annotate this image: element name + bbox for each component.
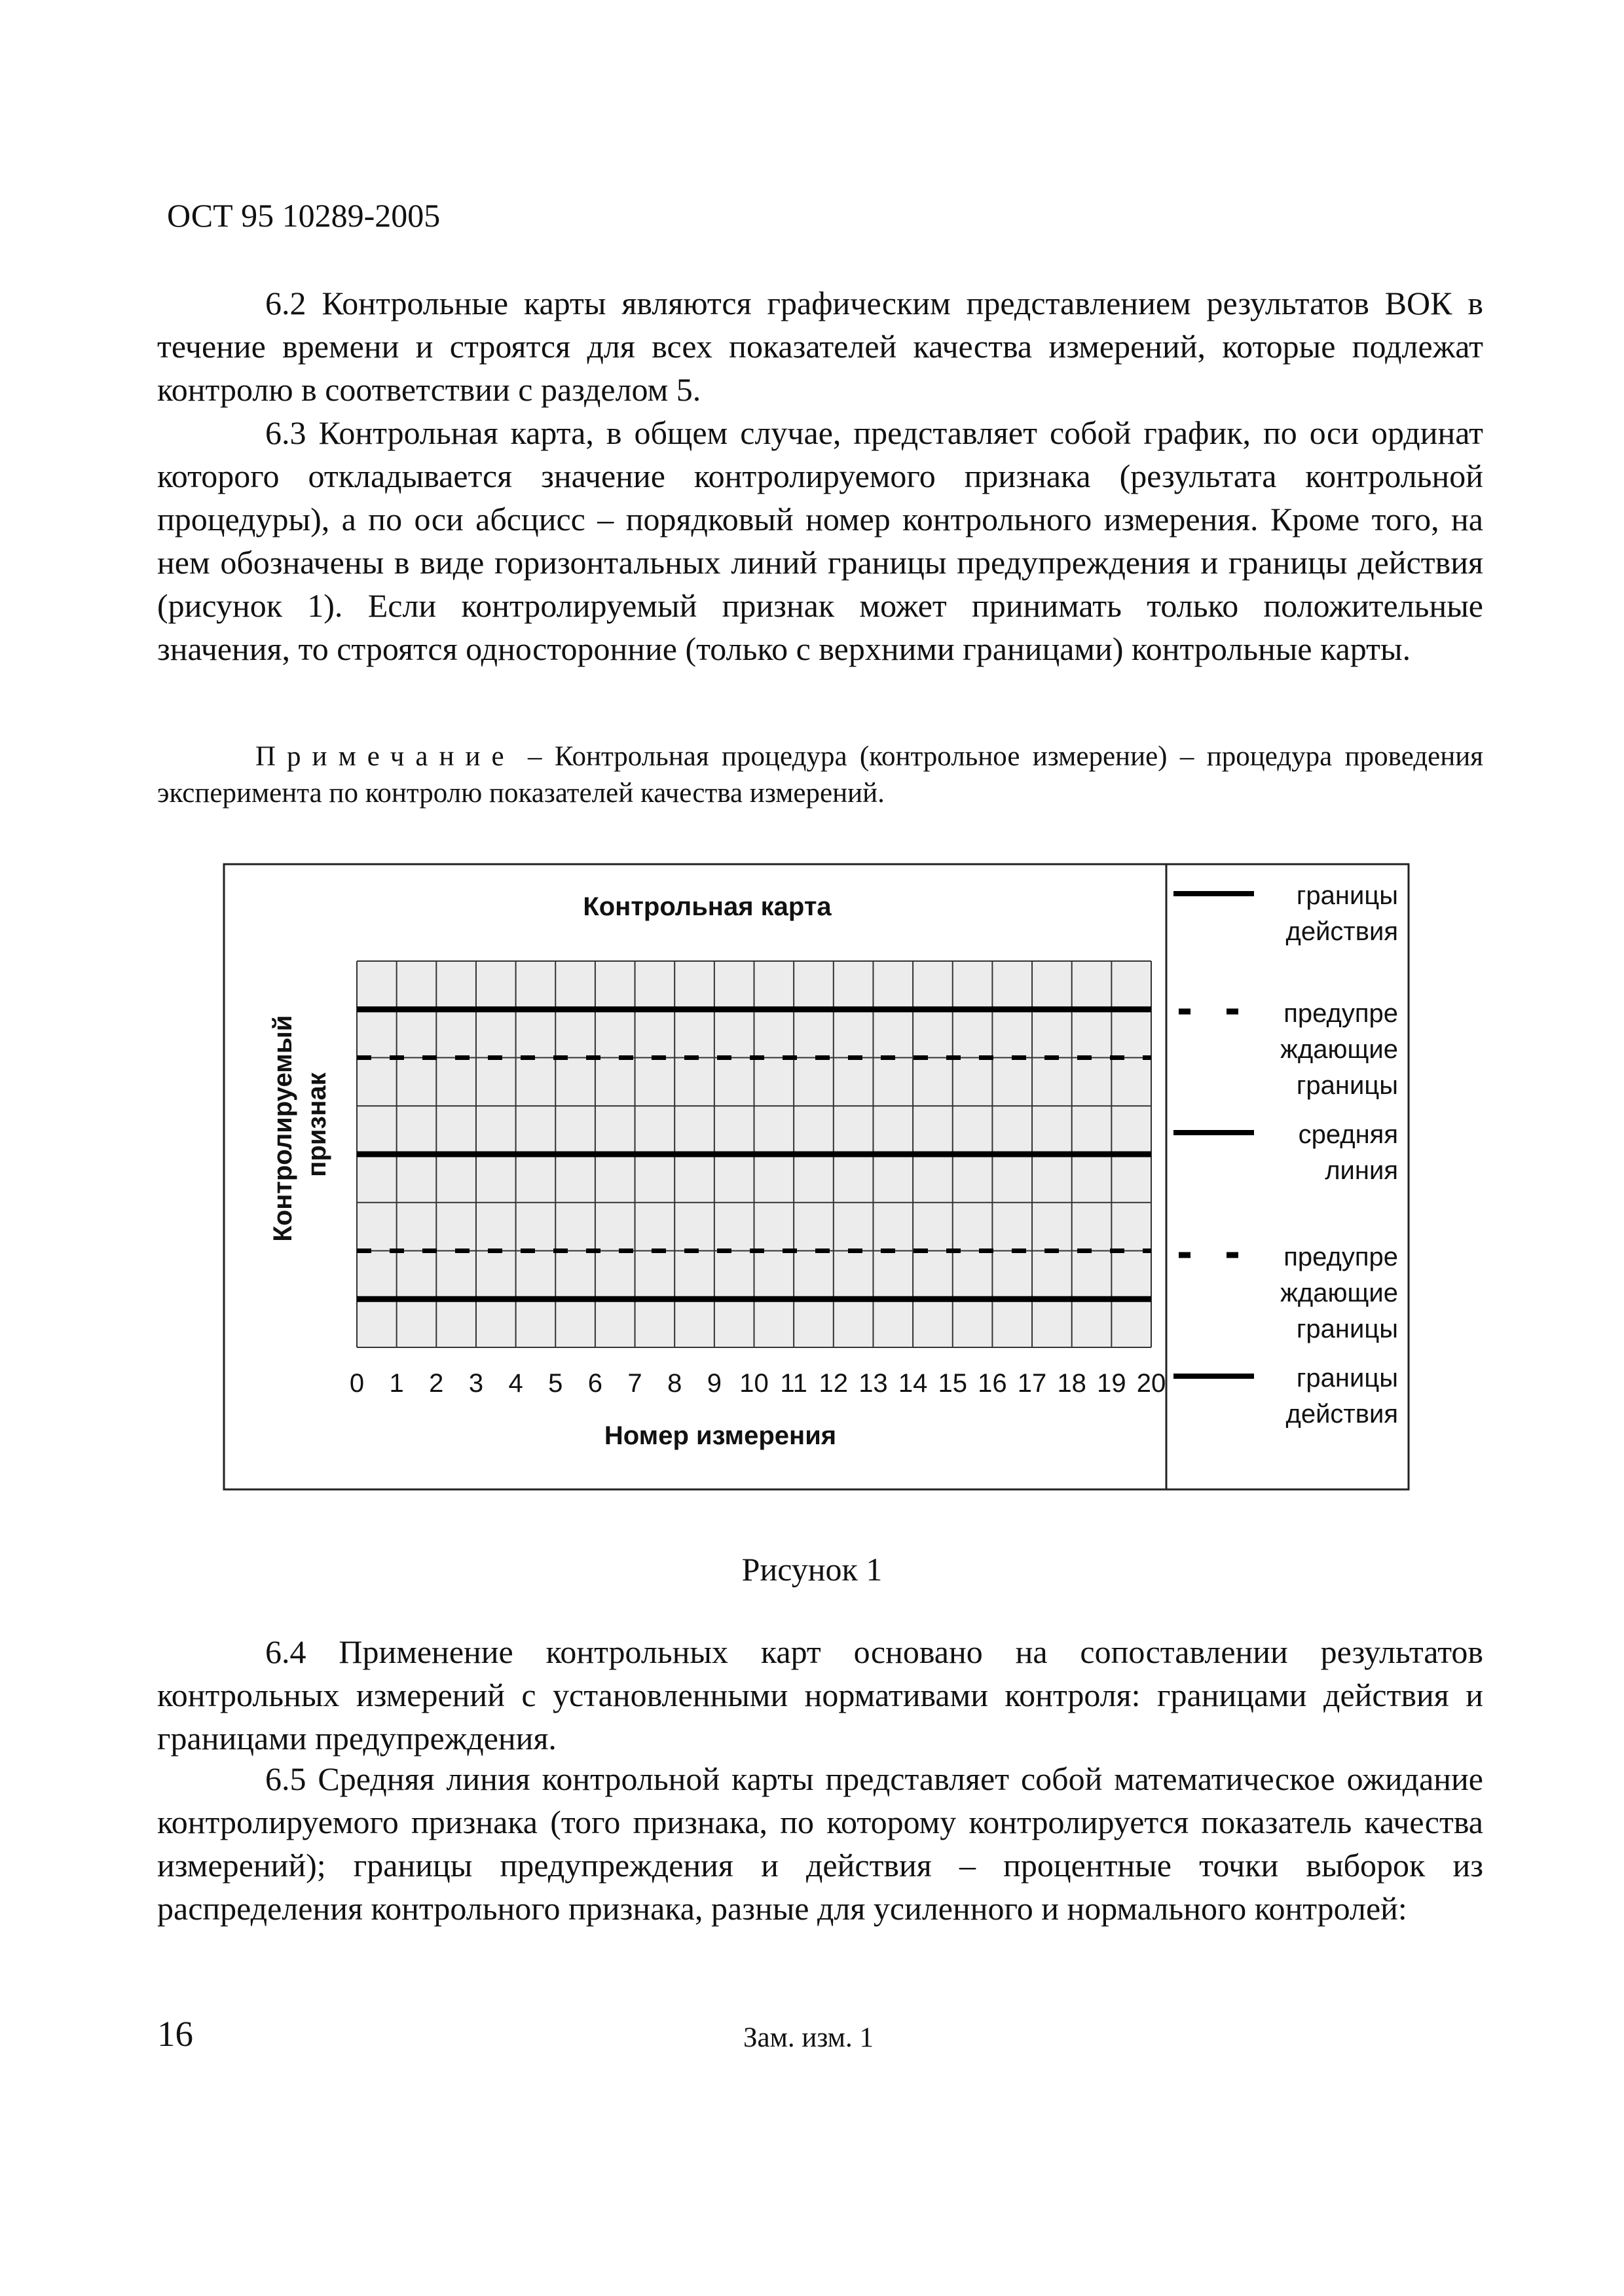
x-tick-label: 9 bbox=[707, 1369, 722, 1398]
legend-label-1: ждающие bbox=[1280, 1035, 1398, 1064]
legend-label-4: действия bbox=[1285, 1400, 1398, 1429]
paragraph-6-3: 6.3 Контрольная карта, в общем случае, представляет собой график, по оси ординат которого откладывается значение контролируемого признака (результата контрольной процедуры), а по оси абсцисс – порядковый номер контрольного измерения. Кроме того, на нем обозначены в виде горизонтальных линий границы предупреждения и границы действия (рисунок 1). Если контролируемый признак может принимать только положительные значения, то строятся односторонние (только с верхними границами) контрольные карты. bbox=[157, 414, 1483, 667]
legend-label-3: ждающие bbox=[1280, 1279, 1398, 1307]
legend-label-0: границы bbox=[1296, 881, 1398, 910]
y-axis-label-line1: Контролируемый bbox=[268, 1015, 297, 1242]
legend-label-3: предупре bbox=[1283, 1243, 1398, 1271]
x-tick-label: 17 bbox=[1017, 1369, 1047, 1398]
x-tick-label: 14 bbox=[898, 1369, 928, 1398]
x-tick-labels bbox=[350, 1369, 1166, 1398]
page-number: 16 bbox=[157, 2014, 193, 2054]
x-tick-label: 13 bbox=[858, 1369, 888, 1398]
x-tick-label: 4 bbox=[508, 1369, 523, 1398]
x-tick-label: 20 bbox=[1136, 1369, 1166, 1398]
note-text: – Контрольная процедура (контрольное измерение) – процедура проведения эксперимента по контролю показателей качества измерений. bbox=[157, 741, 1484, 809]
x-tick-label: 1 bbox=[389, 1369, 404, 1398]
legend-label-2: средняя bbox=[1298, 1120, 1398, 1149]
control-chart bbox=[223, 863, 1411, 1493]
chart-title: Контрольная карта bbox=[583, 892, 832, 921]
x-axis-label: Номер измерения bbox=[604, 1421, 837, 1450]
y-axis-label bbox=[268, 1008, 331, 1241]
note-label: Примечание bbox=[255, 741, 515, 772]
legend-label-2: линия bbox=[1325, 1156, 1398, 1185]
y-axis-label-line2: признак bbox=[303, 1072, 331, 1177]
x-tick-label: 10 bbox=[739, 1369, 769, 1398]
legend bbox=[1173, 881, 1398, 1429]
amendment-note: Зам. изм. 1 bbox=[743, 2022, 874, 2053]
paragraph-6-4: 6.4 Применение контрольных карт основано на сопоставлении результатов контрольных измерений с установленными нормативами контроля: границами действия и границами предупреждения. bbox=[157, 1633, 1483, 1757]
x-tick-label: 3 bbox=[468, 1369, 484, 1398]
legend-label-1: предупре bbox=[1283, 999, 1398, 1028]
plot-area bbox=[357, 961, 1151, 1347]
figure-control-chart bbox=[223, 863, 1411, 1493]
x-tick-label: 12 bbox=[819, 1369, 849, 1398]
x-tick-label: 6 bbox=[587, 1369, 603, 1398]
document-header: ОСТ 95 10289-2005 bbox=[167, 197, 441, 234]
legend-label-3: границы bbox=[1296, 1315, 1398, 1343]
figure-caption: Рисунок 1 bbox=[741, 1551, 883, 1588]
x-tick-label: 2 bbox=[429, 1369, 444, 1398]
x-tick-label: 5 bbox=[548, 1369, 563, 1398]
x-tick-label: 11 bbox=[780, 1369, 807, 1398]
note bbox=[157, 738, 1483, 812]
x-tick-label: 8 bbox=[667, 1369, 682, 1398]
x-tick-label: 15 bbox=[938, 1369, 967, 1398]
x-tick-label: 7 bbox=[627, 1369, 642, 1398]
legend-label-4: границы bbox=[1296, 1364, 1398, 1393]
paragraph-6-2: 6.2 Контрольные карты являются графическим представлением результатов ВОК в течение времени и строятся для всех показателей качества измерений, которые подлежат контролю в соответствии с разделом 5. bbox=[157, 285, 1483, 408]
x-tick-label: 16 bbox=[978, 1369, 1007, 1398]
paragraph-6-5: 6.5 Средняя линия контрольной карты представляет собой математическое ожидание контролируемого признака (того признака, по которому контролируется показатель качества измерений); границы предупреждения и действия – процентные точки выборок из распределения контрольного признака, разные для усиленного и нормального контролей: bbox=[157, 1760, 1483, 1927]
x-tick-label: 0 bbox=[349, 1369, 365, 1398]
x-tick-label: 19 bbox=[1097, 1369, 1126, 1398]
x-tick-label: 18 bbox=[1057, 1369, 1086, 1398]
legend-label-0: действия bbox=[1285, 917, 1398, 946]
legend-label-1: границы bbox=[1296, 1071, 1398, 1100]
